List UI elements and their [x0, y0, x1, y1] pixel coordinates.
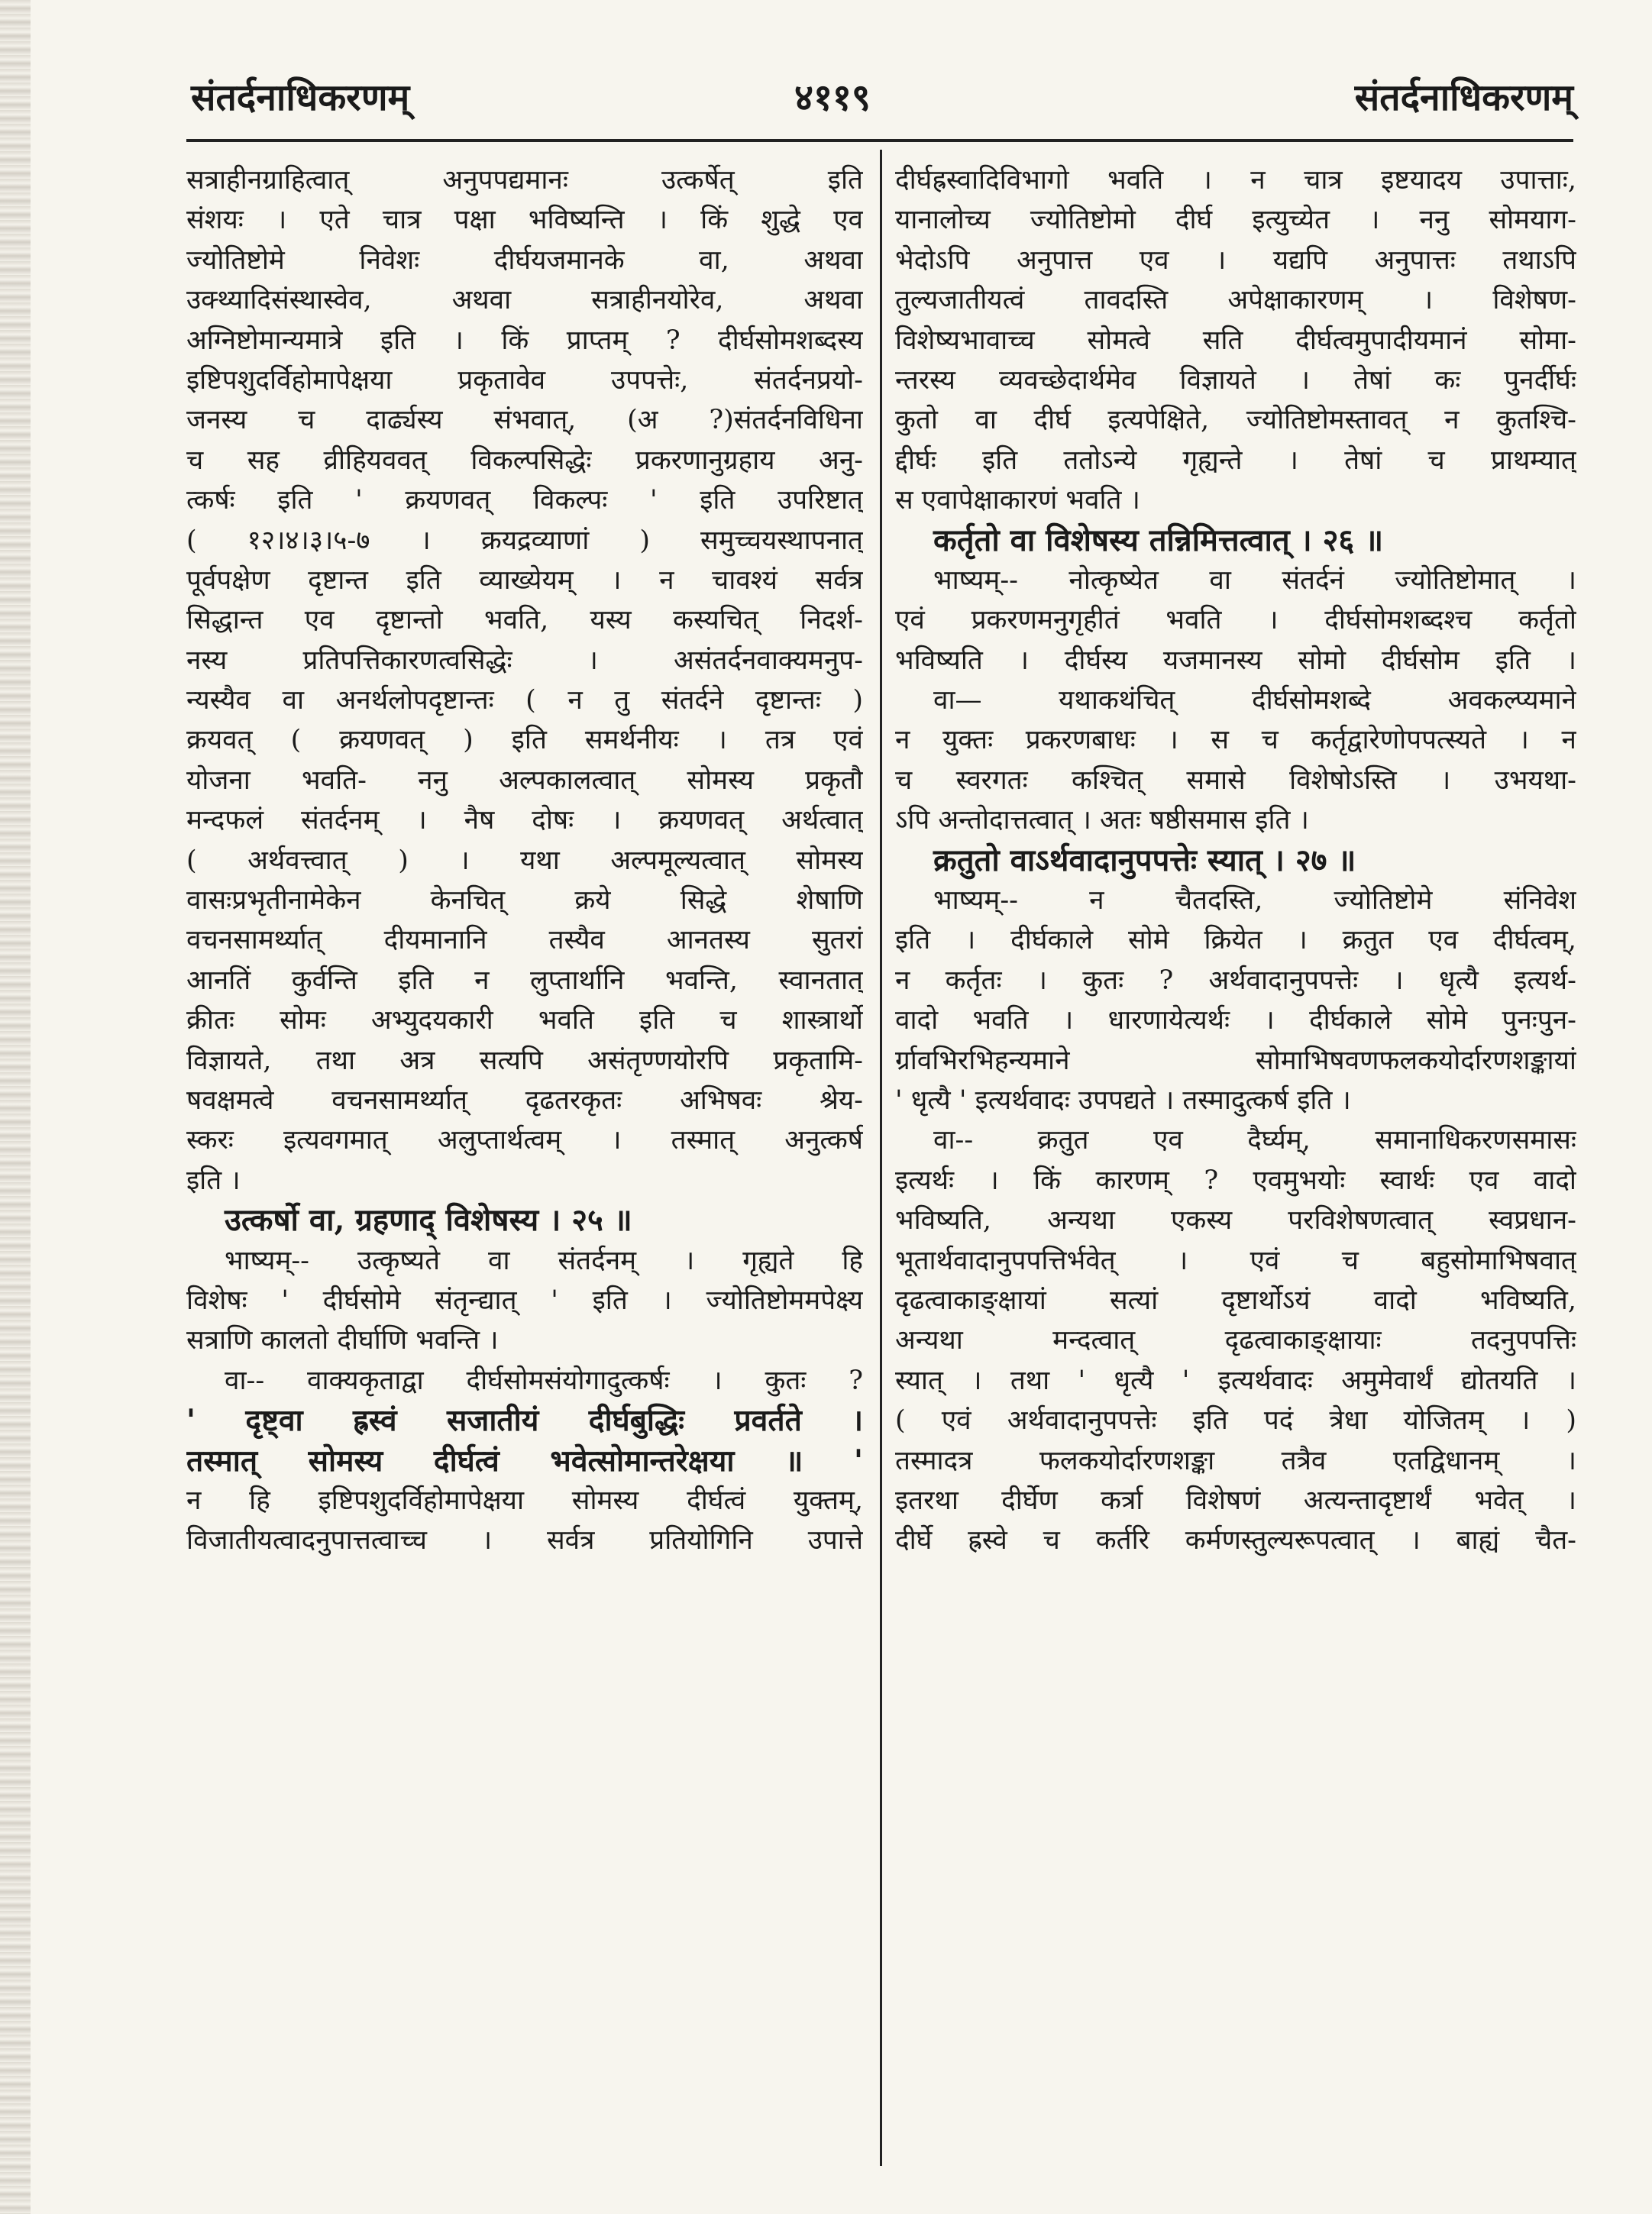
text-line: पूर्वपक्षेण दृष्टान्त इति व्याख्येयम् । न चावश्यं सर्वत्र [186, 564, 863, 596]
verse-line: ' दृष्ट्वा ह्रस्वं सजातीयं दीर्घबुद्धिः प्रवर्तते । [186, 1403, 863, 1439]
text-line: ( एवं अर्थवादानुपपत्तेः इति पदं त्रेधा योजितम् । ) [895, 1405, 1576, 1437]
text-line: विज्ञायते, तथा अत्र सत्यपि असंतृण्णयोरपि प्रकृतामि- [186, 1045, 863, 1076]
text-line: अग्निष्टोमान्यमात्रे इति । किं प्राप्तम् ? दीर्घसोमशब्दस्य [186, 325, 863, 356]
column-divider [880, 150, 882, 2166]
sutra-heading: उत्कर्षो वा, ग्रहणाद् विशेषस्य । २५ ॥ [225, 1202, 632, 1239]
text-line: वासःप्रभृतीनामेकेन केनचित् क्रये सिद्धे शेषाणि [186, 885, 863, 916]
text-line: सिद्धान्त एव दृष्टान्तो भवति, यस्य कस्यचित् निदर्श- [186, 605, 863, 636]
text-line: जनस्य च दार्ढ्यस्य संभवात्, (अ ?)संतर्दनविधिना [186, 405, 863, 436]
text-line: न्तरस्य व्यवच्छेदार्थमेव विज्ञायते । तेषां कः पुनर्दीर्घः [895, 364, 1576, 396]
bhashya-line: भाष्यम्-- नोत्कृष्येत वा संतर्दनं ज्योतिष्टोमात् । [933, 564, 1576, 596]
text-line: सत्राहीनग्राहित्वात् अनुपपद्यमानः उत्कर्षेत् इति [186, 165, 863, 196]
text-line: आनतिं कुर्वन्ति इति न लुप्तार्थानि भवन्ति, स्वानतात् [186, 965, 863, 996]
text-line: ( अर्थवत्त्वात् ) । यथा अल्पमूल्यत्वात् सोमस्य [186, 845, 863, 876]
page-number: ४११९ [794, 76, 871, 119]
text-line: तस्मादत्र फलकयोर्दारणशङ्का तत्रैव एतद्विधानम् । [895, 1445, 1576, 1476]
text-line: ज्योतिष्टोमे निवेशः दीर्घयजमानके वा, अथवा [186, 244, 863, 276]
text-line: वादो भवति । धारणायेत्यर्थः । दीर्घकाले सोमे पुनःपुन- [895, 1005, 1576, 1036]
text-line: त्कर्षः इति ' क्रयणवत् विकल्पः ' इति उपरिष्टात् [186, 485, 863, 516]
text-line: ऽपि अन्तोदात्तत्वात् । अतः षष्ठीसमास इति । [895, 805, 1309, 836]
text-line: स्करः इत्यवगमात् अलुप्तार्थत्वम् । तस्मात् अनुत्कर्ष [186, 1125, 863, 1156]
text-line: दीर्घे ह्रस्वे च कर्तरि कर्मणस्तुल्यरूपत्वात् । बाह्यं चैत- [895, 1525, 1576, 1556]
left-column [186, 160, 863, 1561]
text-line: सत्राणि कालतो दीर्घाणि भवन्ति । [186, 1325, 499, 1356]
text-line: भविष्यति । दीर्घस्य यजमानस्य सोमो दीर्घसोम इति । [895, 645, 1576, 676]
text-line: च स्वरगतः कश्चित् समासे विशेषोऽस्ति । उभयथा- [895, 764, 1576, 796]
page-header [191, 64, 1573, 125]
text-line: षवक्षमत्वे वचनसामर्थ्यात् दृढतरकृतः अभिषवः श्रेय- [186, 1084, 863, 1116]
scanned-page-edge [0, 0, 31, 2214]
text-line: एवं प्रकरणमनुगृहीतं भवति । दीर्घसोमशब्दश्च कर्तृतो [895, 605, 1576, 636]
vartika-line: वा-- क्रतुत एव दैर्घ्यम्, समानाधिकरणसमासः [933, 1125, 1576, 1156]
text-line: र्ग्रावभिरभिहन्यमाने सोमाभिषवणफलकयोर्दारणशङ्कायां [895, 1045, 1576, 1076]
text-line: विशेष्यभावाच्च सोमत्वे सति दीर्घत्वमुपादीयमानं सोमा- [895, 325, 1576, 356]
text-line: न युक्तः प्रकरणबाधः । स च कर्तृद्वारेणोपपत्स्यते । न [895, 725, 1576, 756]
right-column [895, 160, 1576, 1561]
vartika-line: वा— यथाकथंचित् दीर्घसोमशब्दे अवकल्प्यमाने [933, 685, 1576, 716]
text-line: दृढत्वाकाङ्क्षायां सत्यां दृष्टार्थोऽयं वादो भविष्यति, [895, 1285, 1576, 1316]
sutra-heading: कर्तृतो वा विशेषस्य तन्निमित्तत्वात् । २६ ॥ [933, 522, 1384, 558]
text-line: क्रीतः सोमः अभ्युदयकारी भवति इति च शास्त्रार्थो [186, 1005, 863, 1036]
text-line: भूतार्थवादानुपपत्तिर्भवेत् । एवं च बहुसोमाभिषवात् [895, 1245, 1576, 1276]
text-line: न कर्तृतः । कुतः ? अर्थवादानुपपत्तेः । धृत्यै इत्यर्थ- [895, 965, 1576, 996]
text-line: दीर्घह्रस्वादिविभागो भवति । न चात्र इष्टयादय उपात्ताः, [895, 165, 1576, 196]
text-line: मन्दफलं संतर्दनम् । नैष दोषः । क्रयणवत् अर्थत्वात् [186, 805, 863, 836]
bhashya-line: भाष्यम्-- न चैतदस्ति, ज्योतिष्टोमे संनिवेश [933, 885, 1576, 916]
text-line: योजना भवति- ननु अल्पकालत्वात् सोमस्य प्रकृतौ [186, 764, 863, 796]
text-line: स एवापेक्षाकारणं भवति । [895, 485, 1140, 516]
text-line: यानालोच्य ज्योतिष्टोमो दीर्घ इत्युच्येत । ननु सोमयाग- [895, 205, 1576, 236]
text-line: इति । दीर्घकाले सोमे क्रियेत । क्रतुत एव दीर्घत्वम्, [895, 925, 1576, 956]
text-line: विशेषः ' दीर्घसोमे संतृन्द्यात् ' इति । ज्योतिष्टोममपेक्ष्य [186, 1285, 863, 1316]
text-line: ' धृत्यै ' इत्यर्थवादः उपपद्यते । तस्मादुत्कर्ष इति । [895, 1084, 1351, 1116]
vartika-line: वा-- वाक्यकृताद्वा दीर्घसोमसंयोगादुत्कर्षः । कुतः ? [225, 1365, 863, 1396]
running-title-right: संतर्दनाधिकरणम् [1354, 76, 1573, 119]
text-line: उक्थ्यादिसंस्थास्वेव, अथवा सत्राहीनयोरेव, अथवा [186, 285, 863, 316]
text-line: कुतो वा दीर्घ इत्यपेक्षिते, ज्योतिष्टोमस्तावत् न कुतश्चि- [895, 405, 1576, 436]
text-line: ( १२।४।३।५-७ । क्रयद्रव्याणां ) समुच्चयस्थापनात् [186, 525, 863, 556]
sutra-heading: क्रतुतो वाऽर्थवादानुपपत्तेः स्यात् । २७ ॥ [933, 842, 1356, 878]
text-line: इष्टिपशुदर्विहोमापेक्षया प्रकृतावेव उपपत्तेः, संतर्दनप्रयो- [186, 364, 863, 396]
text-line: न्यस्यैव वा अनर्थलोपदृष्टान्तः ( न तु संतर्दने दृष्टान्तः ) [186, 685, 863, 716]
text-line: स्यात् । तथा ' धृत्यै ' इत्यर्थवादः अमुमेवार्थं द्योतयति । [895, 1365, 1576, 1396]
bhashya-line: भाष्यम्-- उत्कृष्यते वा संतर्दनम् । गृह्यते हि [225, 1245, 863, 1276]
text-line: संशयः । एते चात्र पक्षा भविष्यन्ति । किं शुद्धे एव [186, 205, 863, 236]
text-line: भेदोऽपि अनुपात्त एव । यद्यपि अनुपात्तः तथाऽपि [895, 244, 1576, 276]
text-line: द्दीर्घः इति ततोऽन्ये गृह्यन्ते । तेषां च प्राथम्यात् [895, 444, 1576, 476]
text-line: नस्य प्रतिपत्तिकारणत्वसिद्धेः । असंतर्दनवाक्यमनुप- [186, 645, 863, 676]
text-line: भविष्यति, अन्यथा एकस्य परविशेषणत्वात् स्वप्रधान- [895, 1205, 1576, 1236]
running-title-left: संतर्दनाधिकरणम् [191, 76, 410, 119]
text-line: विजातीयत्वादनुपात्तत्वाच्च । सर्वत्र प्रतियोगिनि उपात्ते [186, 1525, 863, 1556]
text-line: इत्यर्थः । किं कारणम् ? एवमुभयोः स्वार्थः एव वादो [895, 1165, 1576, 1196]
text-line: इतरथा दीर्घेण कर्त्रा विशेषणं अत्यन्तादृष्टार्थं भवेत् । [895, 1485, 1576, 1516]
text-line: तुल्यजातीयत्वं तावदस्ति अपेक्षाकारणम् । विशेषण- [895, 285, 1576, 316]
text-line: इति । [186, 1165, 241, 1196]
header-rule [186, 139, 1573, 142]
text-line: न हि इष्टिपशुदर्विहोमापेक्षया सोमस्य दीर्घत्वं युक्तम्, [186, 1485, 863, 1516]
verse-line: तस्मात् सोमस्य दीर्घत्वं भवेत्सोमान्तरेक्षया ॥ ' [186, 1443, 863, 1479]
text-line: च सह व्रीहियववत् विकल्पसिद्धेः प्रकरणानुग्रहाय अनु- [186, 444, 863, 476]
text-line: वचनसामर्थ्यात् दीयमानानि तस्यैव आनतस्य सुतरां [186, 925, 863, 956]
text-line: क्रयवत् ( क्रयणवत् ) इति समर्थनीयः । तत्र एवं [186, 725, 863, 756]
text-line: अन्यथा मन्दत्वात् दृढत्वाकाङ्क्षायाः तदनुपपत्तिः [895, 1325, 1576, 1356]
